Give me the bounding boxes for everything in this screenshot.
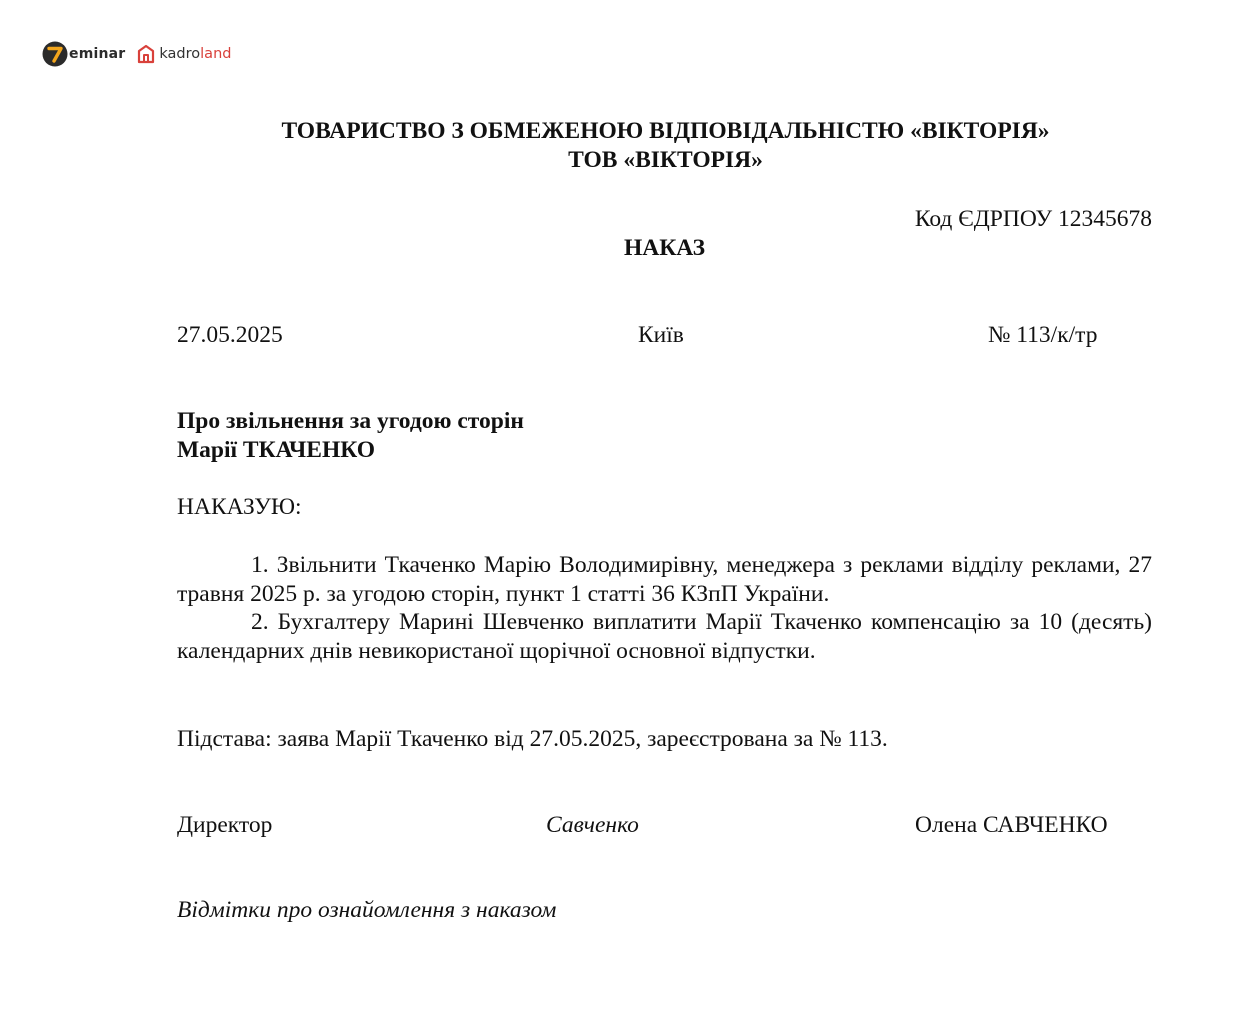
order-directive: НАКАЗУЮ: bbox=[177, 494, 302, 520]
organization-name: ТОВАРИСТВО З ОБМЕЖЕНОЮ ВІДПОВІДАЛЬНІСТЮ «ВІКТОРІЯ» bbox=[281, 118, 1050, 144]
order-city: Київ bbox=[638, 322, 684, 348]
seminar-logo-icon bbox=[42, 41, 68, 67]
order-basis: Підстава: заява Марії Ткаченко від 27.05.2025, зареєстрована за № 113. bbox=[177, 726, 888, 752]
signer-name: Олена САВЧЕНКО bbox=[915, 812, 1108, 838]
logo-bar bbox=[42, 40, 231, 68]
order-item-2: 2. Бухгалтеру Марині Шевченко виплатити Марії Ткаченко компенсацію за 10 (десять) календарних днів невикористаної щорічної основної відпустки. bbox=[177, 609, 1152, 664]
edrpou-code: Код ЄДРПОУ 12345678 bbox=[914, 206, 1152, 232]
seminar-logo-text: eminar bbox=[69, 46, 126, 62]
kadroland-logo-icon bbox=[137, 44, 155, 64]
kadroland-text-accent: land bbox=[200, 46, 232, 62]
subject-line-1: Про звільнення за угодою сторін bbox=[177, 408, 524, 434]
order-number: № 113/к/тр bbox=[988, 322, 1098, 348]
organization-short-name: ТОВ «ВІКТОРІЯ» bbox=[568, 147, 763, 173]
acknowledgement-note: Відмітки про ознайомлення з наказом bbox=[177, 897, 557, 923]
kadroland-text-main: kadro bbox=[159, 46, 201, 62]
handwritten-signature: Савченко bbox=[546, 812, 639, 838]
seminar-logo bbox=[42, 41, 125, 67]
order-date: 27.05.2025 bbox=[177, 322, 283, 348]
document-type: НАКАЗ bbox=[623, 235, 706, 261]
order-item-1: 1. Звільнити Ткаченко Марію Володимирівну, менеджера з реклами відділу реклами, 27 травня 2025 р. за угодою сторін, пункт 1 статті 36 КЗпП України. bbox=[177, 552, 1152, 607]
subject-line-2: Марії ТКАЧЕНКО bbox=[177, 437, 375, 463]
kadroland-logo-text bbox=[159, 46, 231, 62]
signer-position: Директор bbox=[177, 812, 273, 838]
kadroland-logo bbox=[137, 44, 231, 64]
